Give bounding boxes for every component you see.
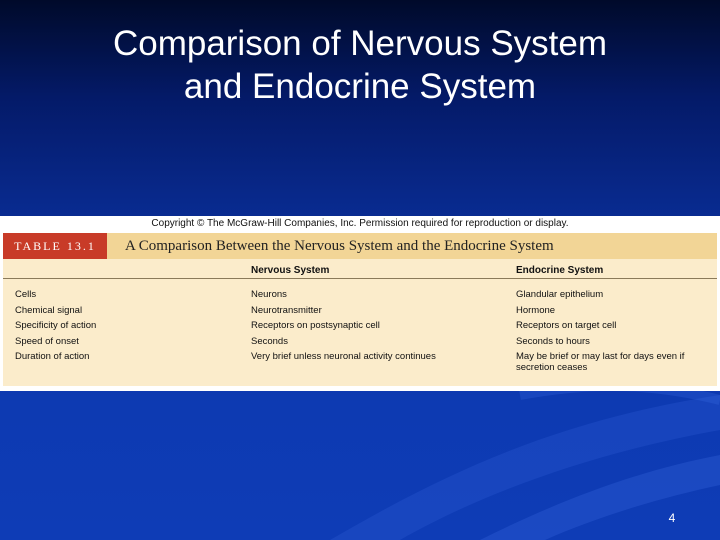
cell-endocrine-chemical-signal: Hormone xyxy=(516,305,556,316)
column-header-nervous: Nervous System xyxy=(251,265,330,276)
row-label-chemical-signal: Chemical signal xyxy=(15,305,83,316)
header-divider xyxy=(3,278,717,279)
cell-endocrine-speed-of-onset: Seconds to hours xyxy=(516,336,590,347)
cell-endocrine-specificity: Receptors on target cell xyxy=(516,320,617,331)
cell-nervous-specificity: Receptors on postsynaptic cell xyxy=(251,320,380,331)
comparison-table-image xyxy=(0,216,720,391)
row-label-duration: Duration of action xyxy=(15,351,90,362)
column-header-endocrine: Endocrine System xyxy=(516,265,604,276)
cell-nervous-chemical-signal: Neurotransmitter xyxy=(251,305,322,316)
copyright-notice: Copyright © The McGraw-Hill Companies, Inc. Permission required for reproduction or display. xyxy=(151,218,569,229)
row-label-cells: Cells xyxy=(15,289,37,300)
row-label-specificity: Specificity of action xyxy=(15,320,97,331)
cell-nervous-duration: Very brief unless neuronal activity continues xyxy=(251,351,436,362)
cell-endocrine-cells: Glandular epithelium xyxy=(516,289,604,300)
row-label-speed-of-onset: Speed of onset xyxy=(15,336,79,347)
page-number: 4 xyxy=(668,511,676,525)
table-number-label: TABLE 13.1 xyxy=(3,233,107,259)
cell-nervous-cells: Neurons xyxy=(251,289,287,300)
slide-title-line-2: and Endocrine System xyxy=(183,67,537,106)
table-header-bar xyxy=(3,233,717,259)
cell-nervous-speed-of-onset: Seconds xyxy=(251,336,288,347)
slide-title xyxy=(0,22,720,108)
slide-title-line-1: Comparison of Nervous System xyxy=(112,24,608,63)
table-heading: A Comparison Between the Nervous System and the Endocrine System xyxy=(125,238,554,254)
cell-endocrine-duration: May be brief or may last for days even if secretion ceases xyxy=(516,351,685,373)
